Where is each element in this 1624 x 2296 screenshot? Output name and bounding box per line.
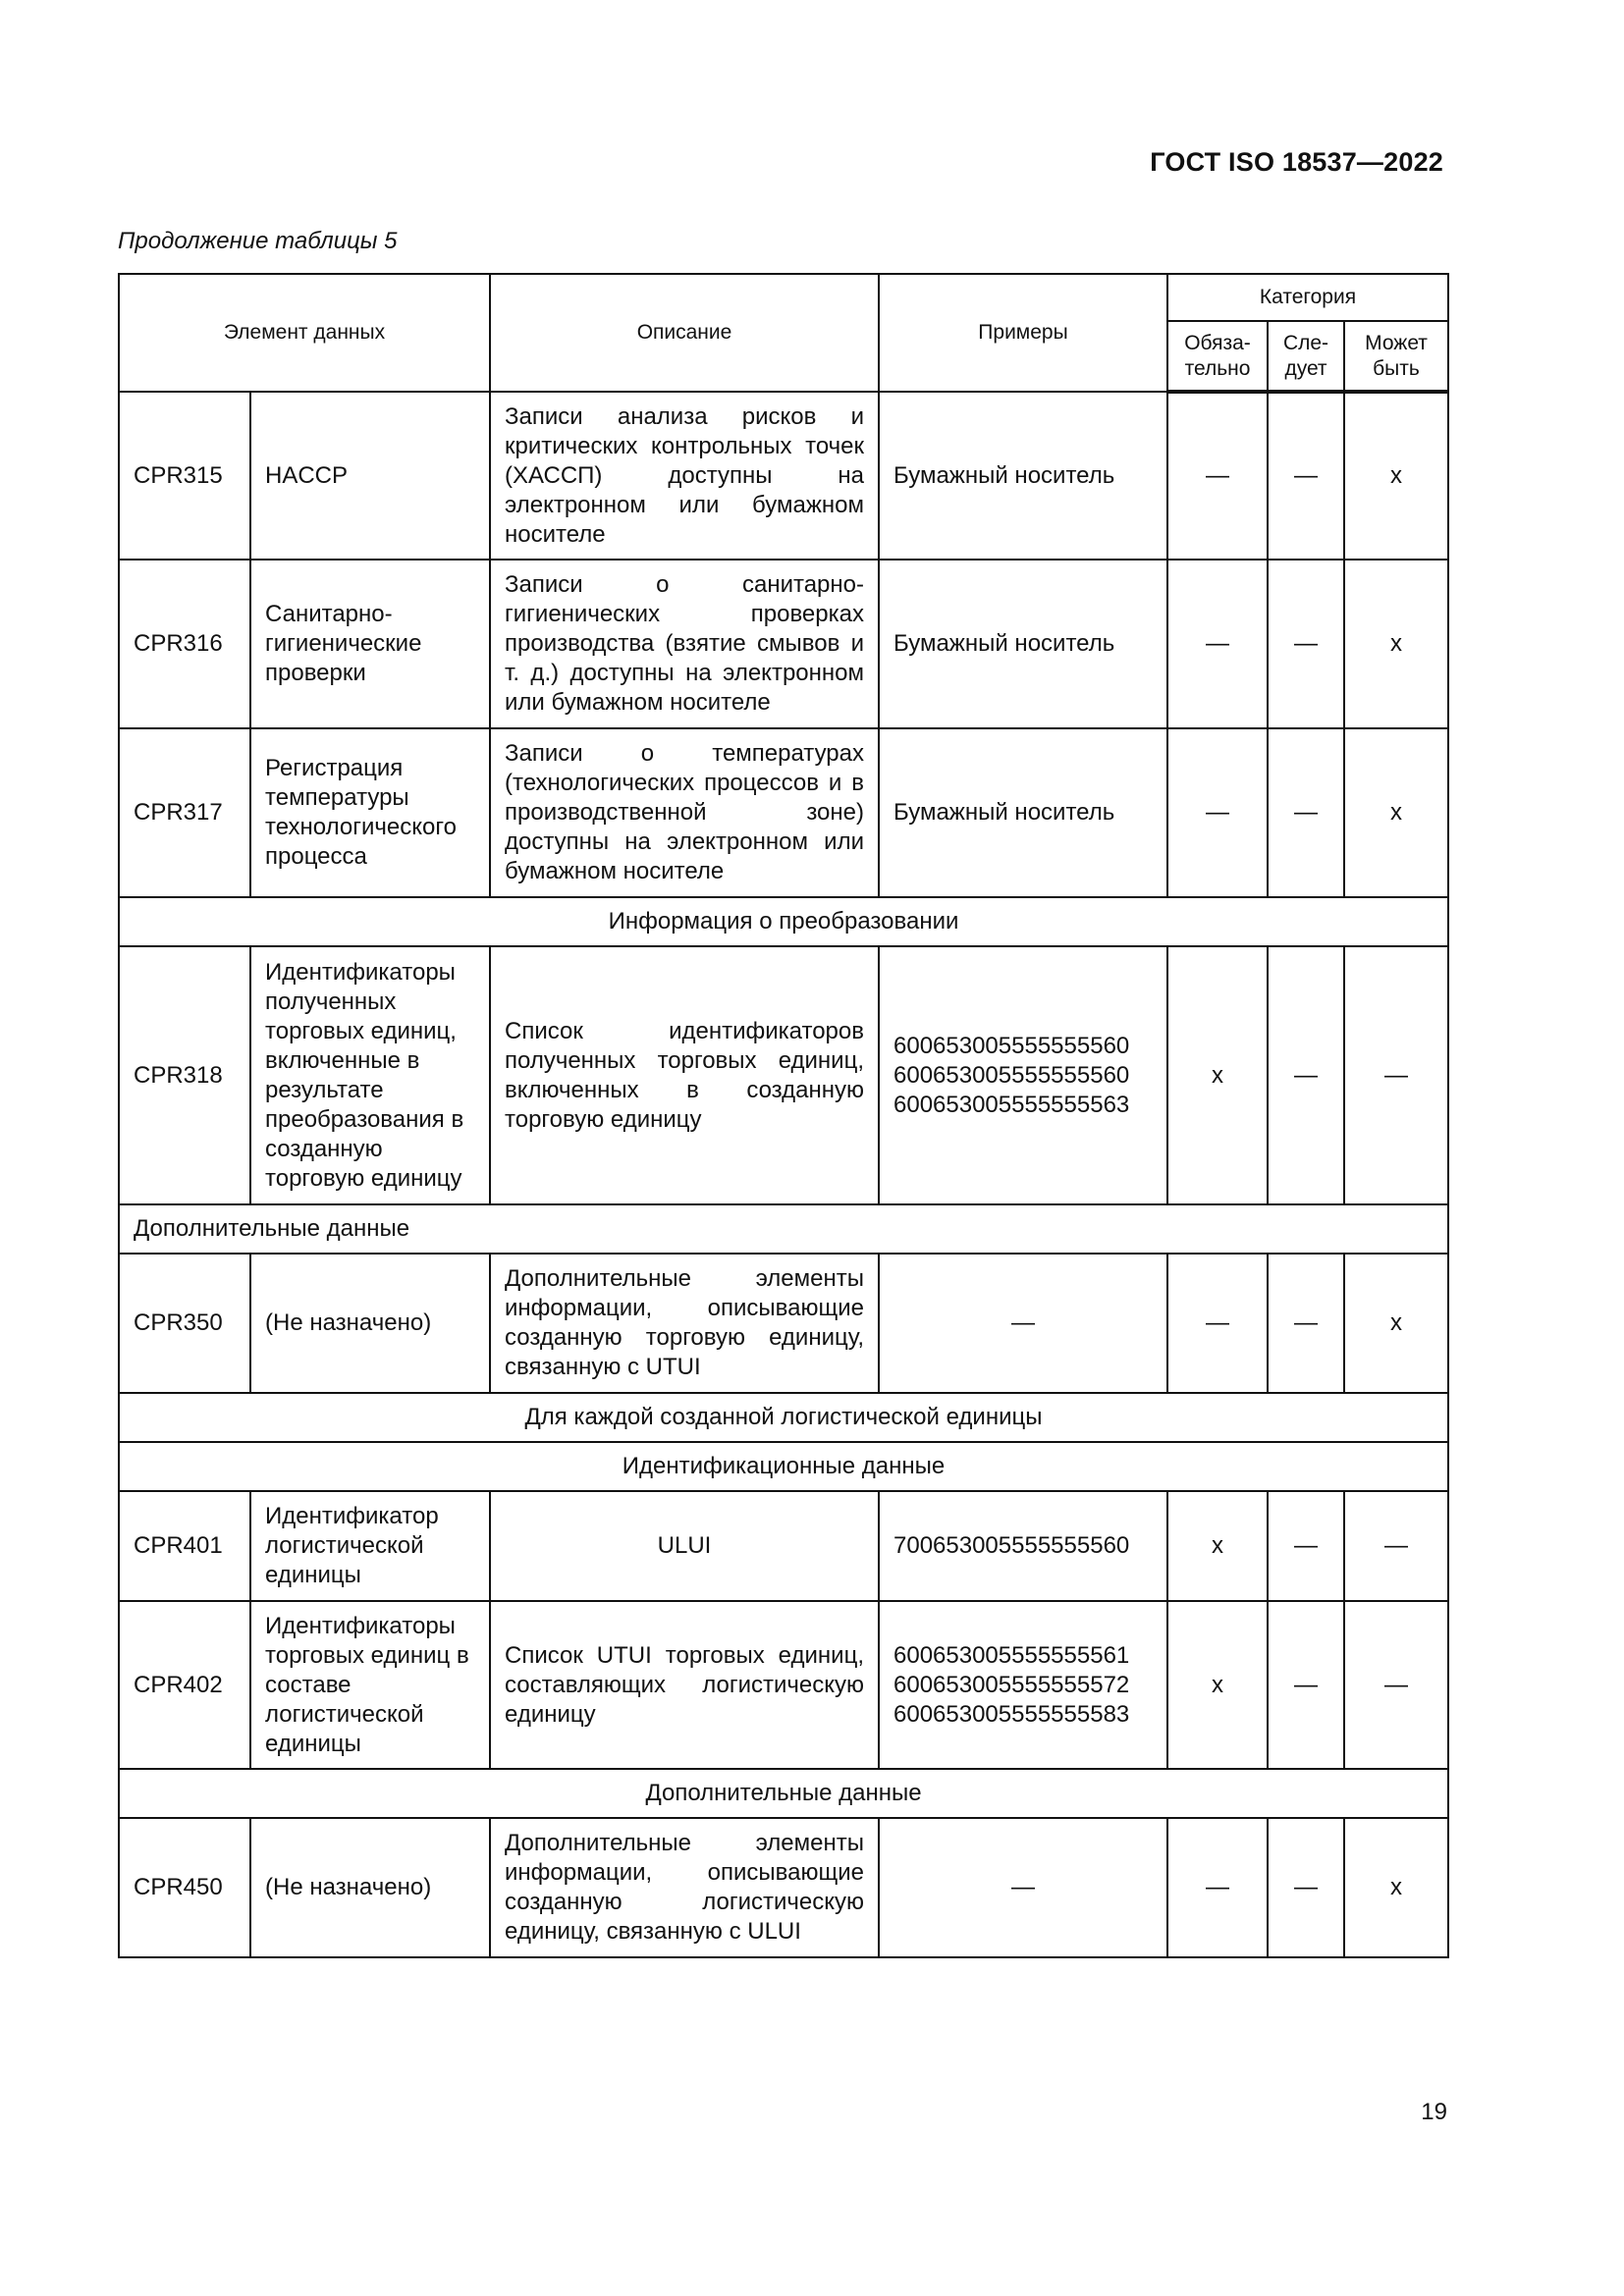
element-code: CPR317 bbox=[119, 728, 250, 897]
page-number: 19 bbox=[1421, 2099, 1447, 2125]
category-may-mark: x bbox=[1344, 1254, 1448, 1393]
element-name: Регистрация температуры технологического процесса bbox=[250, 728, 490, 897]
element-name: Санитарно-гигиенические проверки bbox=[250, 560, 490, 728]
category-may-mark: x bbox=[1344, 392, 1448, 560]
category-mandatory-mark: — bbox=[1167, 560, 1268, 728]
element-description: Дополнительные элементы информации, описывающие созданную торговую единицу, связанную с UTUI bbox=[490, 1254, 879, 1393]
category-should-mark: — bbox=[1268, 1601, 1344, 1769]
category-mandatory-mark: — bbox=[1167, 1818, 1268, 1957]
category-should-mark: — bbox=[1268, 1491, 1344, 1601]
element-examples: — bbox=[879, 1254, 1167, 1393]
category-mandatory-mark: — bbox=[1167, 392, 1268, 560]
table-header bbox=[119, 274, 1448, 392]
element-examples: Бумажный носитель bbox=[879, 392, 1167, 560]
category-mandatory-mark: — bbox=[1167, 728, 1268, 897]
category-mandatory-mark: x bbox=[1167, 1601, 1268, 1769]
table-row bbox=[119, 728, 1448, 897]
table-row bbox=[119, 1491, 1448, 1601]
element-code: CPR350 bbox=[119, 1254, 250, 1393]
element-description: Записи анализа рисков и критических контрольных точек (ХАССП) доступны на электронном или бумажном носителе bbox=[490, 392, 879, 560]
element-name: Идентификаторы полученных торговых единиц, включенные в результате преобразования в созданную торговую единицу bbox=[250, 946, 490, 1204]
column-header-examples: Примеры bbox=[879, 274, 1167, 392]
category-mandatory-mark: — bbox=[1167, 1254, 1268, 1393]
element-code: CPR316 bbox=[119, 560, 250, 728]
data-elements-table bbox=[118, 273, 1449, 1958]
section-row bbox=[119, 1442, 1448, 1491]
table-row bbox=[119, 946, 1448, 1204]
column-header-should: Сле- дует bbox=[1268, 321, 1344, 392]
section-row bbox=[119, 1769, 1448, 1818]
element-examples: 600653005555555561 600653005555555572 600653005555555583 bbox=[879, 1601, 1167, 1769]
category-should-mark: — bbox=[1268, 728, 1344, 897]
category-should-mark: — bbox=[1268, 1254, 1344, 1393]
table-row bbox=[119, 1818, 1448, 1957]
section-title: Идентификационные данные bbox=[119, 1442, 1448, 1491]
element-code: CPR450 bbox=[119, 1818, 250, 1957]
element-code: CPR401 bbox=[119, 1491, 250, 1601]
column-header-category: Категория bbox=[1167, 274, 1448, 321]
section-title: Дополнительные данные bbox=[119, 1204, 1448, 1254]
table-row bbox=[119, 1254, 1448, 1393]
element-name: Идентификатор логистической единицы bbox=[250, 1491, 490, 1601]
section-row bbox=[119, 1204, 1448, 1254]
element-description: ULUI bbox=[490, 1491, 879, 1601]
section-row bbox=[119, 897, 1448, 946]
table-row bbox=[119, 560, 1448, 728]
table-caption: Продолжение таблицы 5 bbox=[118, 228, 398, 254]
element-code: CPR318 bbox=[119, 946, 250, 1204]
element-description: Записи о санитарно-гигиенических проверках производства (взятие смывов и т. д.) доступны на электронном или бумажном носителе bbox=[490, 560, 879, 728]
element-description: Список UTUI торговых единиц, составляющих логистическую единицу bbox=[490, 1601, 879, 1769]
column-header-may: Может быть bbox=[1344, 321, 1448, 392]
category-may-mark: x bbox=[1344, 1818, 1448, 1957]
category-should-mark: — bbox=[1268, 560, 1344, 728]
section-title: Дополнительные данные bbox=[119, 1769, 1448, 1818]
column-header-mandatory: Обяза- тельно bbox=[1167, 321, 1268, 392]
category-may-mark: — bbox=[1344, 946, 1448, 1204]
column-header-description: Описание bbox=[490, 274, 879, 392]
category-should-mark: — bbox=[1268, 392, 1344, 560]
element-examples: Бумажный носитель bbox=[879, 560, 1167, 728]
element-name: (Не назначено) bbox=[250, 1254, 490, 1393]
section-title: Для каждой созданной логистической единицы bbox=[119, 1393, 1448, 1442]
table-row bbox=[119, 1601, 1448, 1769]
column-header-element: Элемент данных bbox=[119, 274, 490, 392]
document-standard-header: ГОСТ ISO 18537—2022 bbox=[1150, 147, 1443, 177]
element-name: Идентификаторы торговых единиц в составе логистической единицы bbox=[250, 1601, 490, 1769]
element-description: Записи о температурах (технологических процессов и в производственной зоне) доступны на электронном или бумажном носителе bbox=[490, 728, 879, 897]
category-may-mark: x bbox=[1344, 560, 1448, 728]
category-mandatory-mark: x bbox=[1167, 1491, 1268, 1601]
element-code: CPR315 bbox=[119, 392, 250, 560]
category-may-mark: — bbox=[1344, 1601, 1448, 1769]
category-may-mark: — bbox=[1344, 1491, 1448, 1601]
table-row bbox=[119, 392, 1448, 560]
category-should-mark: — bbox=[1268, 946, 1344, 1204]
category-may-mark: x bbox=[1344, 728, 1448, 897]
element-examples: 700653005555555560 bbox=[879, 1491, 1167, 1601]
element-code: CPR402 bbox=[119, 1601, 250, 1769]
section-row bbox=[119, 1393, 1448, 1442]
section-title: Информация о преобразовании bbox=[119, 897, 1448, 946]
element-name: (Не назначено) bbox=[250, 1818, 490, 1957]
category-should-mark: — bbox=[1268, 1818, 1344, 1957]
category-mandatory-mark: x bbox=[1167, 946, 1268, 1204]
element-name: HACCP bbox=[250, 392, 490, 560]
element-description: Дополнительные элементы информации, описывающие созданную логистическую единицу, связанную с ULUI bbox=[490, 1818, 879, 1957]
element-description: Список идентификаторов полученных торговых единиц, включенных в созданную торговую единицу bbox=[490, 946, 879, 1204]
element-examples: Бумажный носитель bbox=[879, 728, 1167, 897]
element-examples: 600653005555555560 600653005555555560 600653005555555563 bbox=[879, 946, 1167, 1204]
element-examples: — bbox=[879, 1818, 1167, 1957]
